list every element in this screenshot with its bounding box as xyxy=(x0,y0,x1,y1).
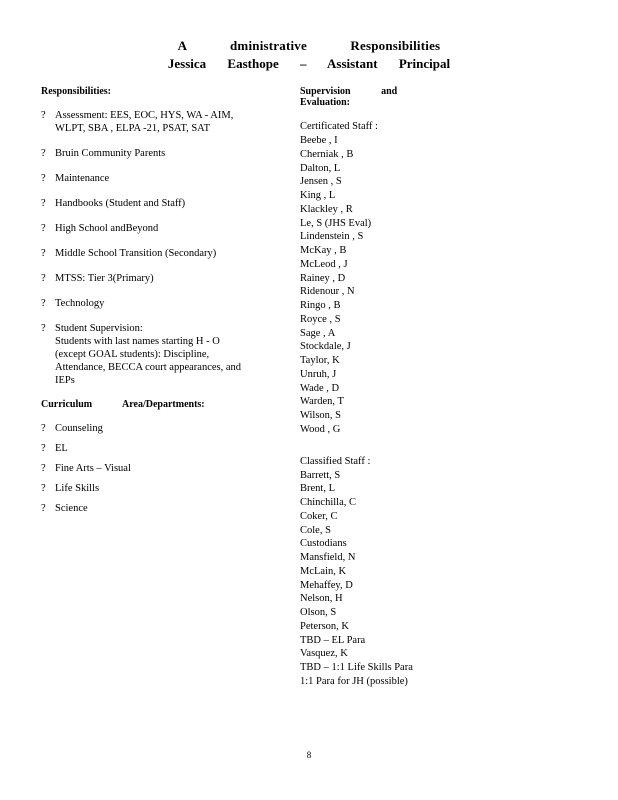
staff-name: Nelson, H xyxy=(300,593,343,605)
staff-name: Mansfield, N xyxy=(300,552,356,563)
staff-name: Stockdale, J xyxy=(300,341,351,353)
staff-name: TBD – EL Para xyxy=(300,634,366,646)
staff-name: Unruh, J xyxy=(300,368,337,380)
staff-name: Ringo , B xyxy=(300,300,341,311)
bullet: ? xyxy=(41,483,46,494)
bullet: ? xyxy=(41,273,46,284)
list-item: ? Middle School Transition (Secondary) xyxy=(41,248,217,259)
bullet: ? xyxy=(41,110,46,121)
staff-name: Coker, C xyxy=(300,510,338,522)
bullet: ? xyxy=(41,503,46,514)
staff-name: Sage , A xyxy=(300,327,336,339)
bullet: ? xyxy=(41,323,46,334)
responsibilities-heading: Responsibilities: xyxy=(41,86,112,97)
supervision-heading: Supervision and Evaluation: xyxy=(300,86,398,108)
staff-name: Jensen , S xyxy=(300,176,342,188)
staff-name: 1:1 Para for JH (possible) xyxy=(300,675,408,687)
bullet: ? xyxy=(41,443,46,454)
staff-name: Le, S (JHS Eval) xyxy=(300,217,372,229)
list-item: ? MTSS: Tier 3(Primary) xyxy=(41,273,154,284)
list-item: ? Science xyxy=(41,503,88,514)
list-item: ? Student Supervision: Students with last names starting H - O (except GOAL students): Discipline, Attendance, BECCA court appearances, and IEPs xyxy=(41,323,242,386)
staff-name: Custodians xyxy=(300,538,347,550)
bullet: ? xyxy=(41,148,46,159)
list-item: ? Handbooks (Student and Staff) xyxy=(41,198,186,209)
page-number: 8 xyxy=(306,750,312,760)
bullet: ? xyxy=(41,223,46,234)
bullet: ? xyxy=(41,248,46,259)
staff-name: Wood , G xyxy=(300,423,341,435)
staff-name: Royce , S xyxy=(300,313,341,325)
list-item: ? Fine Arts – Visual xyxy=(41,463,131,474)
bullet: ? xyxy=(41,423,46,434)
staff-name: McLeod , J xyxy=(300,258,348,270)
curriculum-list xyxy=(41,422,286,515)
staff-name: Wade , D xyxy=(300,382,340,394)
bullet: ? xyxy=(41,173,46,184)
staff-name: Olson, S xyxy=(300,607,337,618)
staff-name: Dalton, L xyxy=(300,162,341,174)
left-column xyxy=(41,86,286,522)
document-subtitle: Jessica Easthope – Assistant Principal xyxy=(167,56,451,71)
bullet: ? xyxy=(41,198,46,209)
bullet: ? xyxy=(41,463,46,474)
list-item: ? High School andBeyond xyxy=(41,223,159,234)
classified-staff-heading: Classified Staff : xyxy=(300,455,371,467)
list-item: ? Assessment: EES, EOC, HYS, WA - AIM, WLPT, SBA , ELPA -21, PSAT, SAT xyxy=(41,110,234,134)
staff-name: Chinchilla, C xyxy=(300,497,356,508)
list-item: ? Technology xyxy=(41,298,105,309)
staff-name: Peterson, K xyxy=(300,620,349,632)
staff-name: Mehaffey, D xyxy=(300,579,353,591)
staff-name: Wilson, S xyxy=(300,410,342,421)
certificated-staff-list xyxy=(300,134,460,437)
staff-name: Beebe , I xyxy=(300,135,338,146)
list-item: ? EL xyxy=(41,443,68,454)
right-column xyxy=(300,86,460,689)
staff-name: King , L xyxy=(300,190,336,201)
staff-name: McLain, K xyxy=(300,565,347,577)
staff-name: Ridenour , N xyxy=(300,286,355,298)
staff-name: Rainey , D xyxy=(300,272,346,284)
staff-name: McKay , B xyxy=(300,245,347,256)
responsibilities-list xyxy=(41,109,286,387)
list-item: ? Bruin Community Parents xyxy=(41,148,166,159)
staff-name: Lindenstein , S xyxy=(300,231,364,243)
staff-name: Cole, S xyxy=(300,524,331,536)
staff-name: Vasquez, K xyxy=(300,648,348,660)
curriculum-heading: Curriculum Area/Departments: xyxy=(41,399,205,410)
certificated-staff-heading: Certificated Staff : xyxy=(300,121,378,132)
document-title: A dministrative Responsibilities xyxy=(177,38,441,53)
staff-name: Taylor, K xyxy=(300,355,340,366)
staff-name: Cherniak , B xyxy=(300,148,354,160)
staff-name: TBD – 1:1 Life Skills Para xyxy=(300,662,413,673)
list-item: ? Counseling xyxy=(41,423,103,434)
staff-name: Klackley , R xyxy=(300,203,353,215)
list-item: ? Life Skills xyxy=(41,483,100,494)
list-item: ? Maintenance xyxy=(41,173,110,184)
classified-staff-list xyxy=(300,469,460,689)
staff-name: Warden, T xyxy=(300,396,344,408)
staff-name: Barrett, S xyxy=(300,469,341,481)
staff-name: Brent, L xyxy=(300,483,335,495)
bullet: ? xyxy=(41,298,46,309)
